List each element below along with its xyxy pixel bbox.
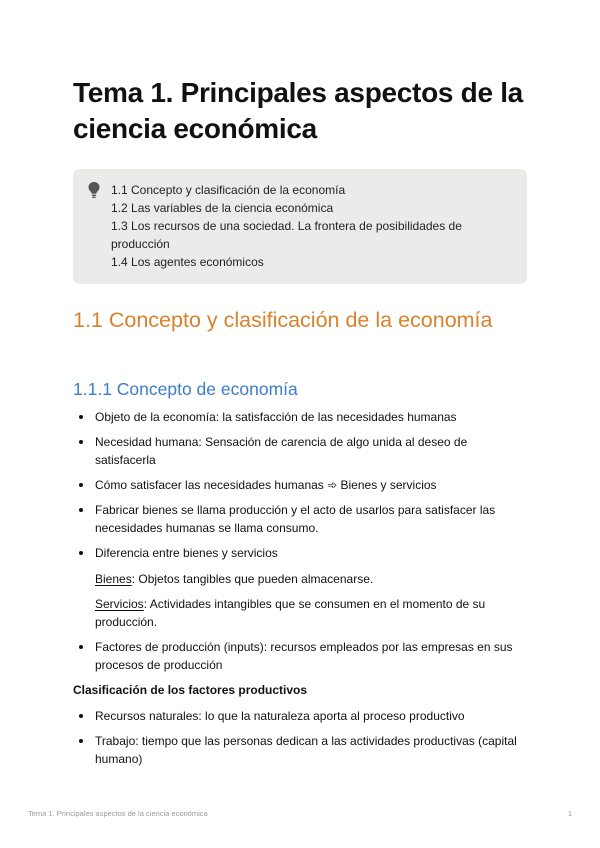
bullet-icon [79,645,83,649]
footer-title: Tema 1. Principales aspectos de la ciencia económica [28,809,208,818]
factors-bullet-list [73,707,531,768]
concept-bullet-list [73,408,531,674]
goods-services-definitions [73,570,531,631]
list-item [73,638,531,674]
bullet-icon [79,440,83,444]
list-item-text: Factores de producción (inputs): recursos empleados por las empresas en sus procesos de producción [95,640,513,672]
list-item [73,408,531,426]
toc-item[interactable]: 1.1 Concepto y clasificación de la economía [111,183,346,197]
goods-text: : Objetos tangibles que pueden almacenarse. [131,572,374,586]
page-footer [28,809,572,818]
list-item-text: Objeto de la economía: la satisfacción de las necesidades humanas [95,410,457,424]
page-title: Tema 1. Principales aspectos de la ciencia económica [73,77,523,144]
list-item-text: Fabricar bienes se llama producción y el acto de usarlos para satisfacer las necesidades humanas se llama consumo. [95,503,496,535]
factors-heading: Clasificación de los factores productivos [73,683,308,697]
list-item [73,732,531,768]
page-number: 1 [567,809,572,818]
services-term: Servicios [95,597,144,611]
lightbulb-icon [87,181,101,199]
list-item-text: Trabajo: tiempo que las personas dedican a las actividades productivas (capital humano) [95,734,517,766]
subsection-heading: 1.1.1 Concepto de economía [73,379,298,399]
list-item-text: Cómo satisfacer las necesidades humanas ➾ Bienes y servicios [95,478,437,492]
bullet-icon [79,551,83,555]
goods-definition [95,570,531,588]
list-item-text: Recursos naturales: lo que la naturaleza aporta al proceso productivo [95,709,465,723]
list-item [73,544,531,631]
goods-term: Bienes [95,572,132,586]
toc-item[interactable]: 1.4 Los agentes económicos [111,255,264,269]
bullet-icon [79,483,83,487]
bullet-icon [79,714,83,718]
services-definition [95,595,531,631]
list-item-text: Diferencia entre bienes y servicios [95,546,278,560]
bullet-icon [79,739,83,743]
section-body [73,408,531,775]
toc-item[interactable]: 1.3 Los recursos de una sociedad. La frontera de posibilidades de producción [111,219,462,251]
toc-callout [73,169,527,284]
services-text: : Actividades intangibles que se consumen en el momento de su producción. [95,597,486,629]
section-heading: 1.1 Concepto y clasificación de la economía [73,308,493,332]
list-item-text: Necesidad humana: Sensación de carencia de algo unida al deseo de satisfacerla [95,435,468,467]
bullet-icon [79,508,83,512]
toc-list [111,181,511,271]
list-item [73,707,531,725]
list-item [73,433,531,469]
toc-item[interactable]: 1.2 Las variables de la ciencia económica [111,201,334,215]
bullet-icon [79,415,83,419]
list-item [73,476,531,494]
list-item [73,501,531,537]
